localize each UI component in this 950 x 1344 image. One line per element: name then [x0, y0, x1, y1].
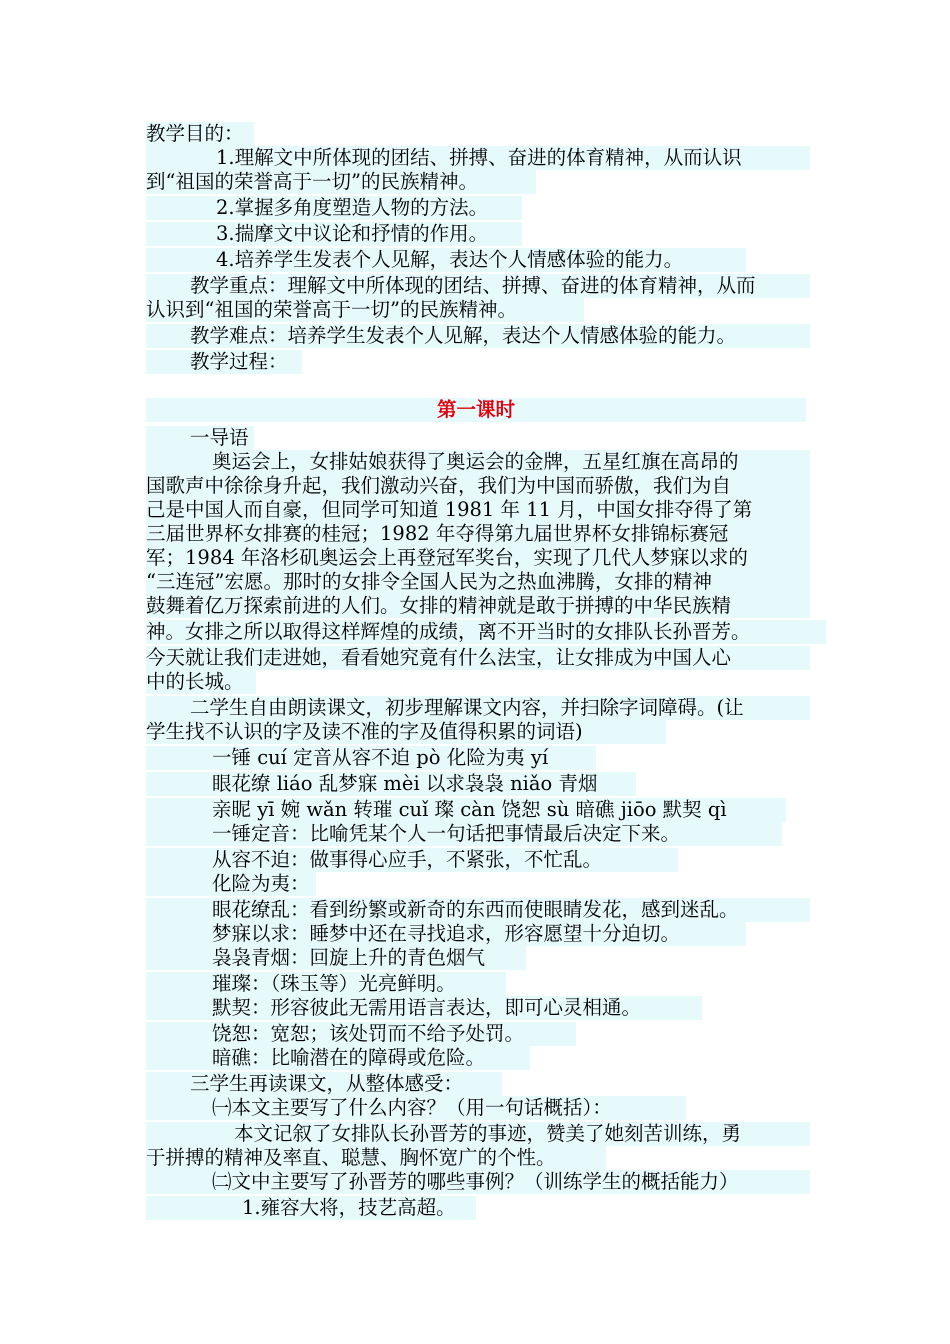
- question-2: ㈡文中主要写了孙晋芳的哪些事例？（训练学生的概括能力）: [146, 1170, 810, 1194]
- objective-item-4: 4.培养学生发表个人见解，表达个人情感体验的能力。: [146, 248, 746, 272]
- lesson-title: 第一课时: [146, 398, 806, 422]
- objective-item-2: 2.掌握多角度塑造人物的方法。: [146, 196, 522, 220]
- intro-heading: 一导语: [146, 426, 254, 450]
- definition-4: 眼花缭乱：看到纷繁或新奇的东西而使眼睛发花，感到迷乱。: [146, 898, 810, 922]
- process-heading: 教学过程：: [146, 350, 302, 374]
- answer-1: 本文记叙了女排队长孙晋芳的事迹，赞美了她刻苦训练，勇: [146, 1122, 810, 1146]
- intro-line-6: “三连冠”宏愿。那时的女排令全国人民为之热血沸腾，女排的精神: [146, 570, 810, 594]
- objective-item-1: 1.理解文中所体现的团结、拼搏、奋进的体育精神，从而认识: [146, 146, 810, 170]
- definition-10: 暗礁：比喻潜在的障碍或危险。: [146, 1046, 530, 1070]
- intro-line-10: 中的长城。: [146, 670, 256, 694]
- definition-9: 饶恕：宽恕；该处罚而不给予处罚。: [146, 1022, 576, 1046]
- intro-line-2: 国歌声中徐徐身升起，我们激动兴奋，我们为中国而骄傲，我们为自: [146, 474, 810, 498]
- pronunciation-line-1: 一锤 cuí 定音从容不迫 pò 化险为夷 yí: [146, 746, 596, 770]
- intro-line-4: 三届世界杯女排赛的桂冠；1982 年夺得第九届世界杯女排锦标赛冠: [146, 522, 810, 546]
- definition-8: 默契：形容彼此无需用语言表达，即可心灵相通。: [146, 996, 702, 1020]
- teaching-difficulty: 教学难点：培养学生发表个人见解，表达个人情感体验的能力。: [146, 324, 810, 348]
- intro-line-5: 军；1984 年洛杉矶奥运会上再登冠军奖台，实现了几代人梦寐以求的: [146, 546, 810, 570]
- intro-line-7: 鼓舞着亿万探索前进的人们。女排的精神就是敢于拼搏的中华民族精: [146, 594, 810, 618]
- pronunciation-line-2: 眼花缭 liáo 乱梦寐 mèi 以求袅袅 niǎo 青烟: [146, 772, 636, 796]
- intro-line-8: 神。女排之所以取得这样辉煌的成绩，离不开当时的女排队长孙晋芳。: [146, 620, 826, 644]
- intro-line-3: 己是中国人而自豪，但同学可知道 1981 年 11 月，中国女排夺得了第: [146, 498, 810, 522]
- definition-5: 梦寐以求：睡梦中还在寻找追求，形容愿望十分迫切。: [146, 922, 746, 946]
- key-points: 教学重点：理解文中所体现的团结、拼搏、奋进的体育精神，从而: [146, 274, 810, 298]
- reading-instruction-cont: 学生找不认识的字及读不准的字及值得积累的词语): [146, 720, 666, 744]
- definition-3: 化险为夷：: [146, 872, 316, 896]
- definition-1: 一锤定音：比喻凭某个人一句话把事情最后决定下来。: [146, 822, 782, 846]
- definition-7: 璀璨：（珠玉等）光亮鲜明。: [146, 972, 506, 996]
- intro-line-1: 奥运会上，女排姑娘获得了奥运会的金牌，五星红旗在高昂的: [146, 450, 810, 474]
- answer-2-item-1: 1.雍容大将，技艺高超。: [146, 1196, 476, 1220]
- definition-6: 袅袅青烟：回旋上升的青色烟气: [146, 946, 526, 970]
- definition-2: 从容不迫：做事得心应手，不紧张，不忙乱。: [146, 848, 678, 872]
- answer-1-cont: 于拼搏的精神及率直、聪慧、胸怀宽广的个性。: [146, 1146, 606, 1170]
- intro-line-9: 今天就让我们走进她，看看她究竟有什么法宝，让女排成为中国人心: [146, 646, 810, 670]
- objective-item-3: 3.揣摩文中议论和抒情的作用。: [146, 222, 522, 246]
- pronunciation-line-3: 亲昵 yī 婉 wǎn 转璀 cuǐ 璨 càn 饶恕 sù 暗礁 jiōo 默契 qì: [146, 798, 786, 822]
- reading-instruction: 二学生自由朗读课文，初步理解课文内容，并扫除字词障碍。(让: [146, 696, 810, 720]
- question-1: ㈠本文主要写了什么内容？（用一句话概括）：: [146, 1096, 686, 1120]
- key-points-cont: 认识到“祖国的荣誉高于一切”的民族精神。: [146, 298, 584, 322]
- objective-item-1-cont: 到“祖国的荣誉高于一切”的民族精神。: [146, 170, 536, 194]
- overall-heading: 三学生再读课文，从整体感受：: [146, 1072, 502, 1096]
- objectives-heading: 教学目的：: [146, 122, 254, 146]
